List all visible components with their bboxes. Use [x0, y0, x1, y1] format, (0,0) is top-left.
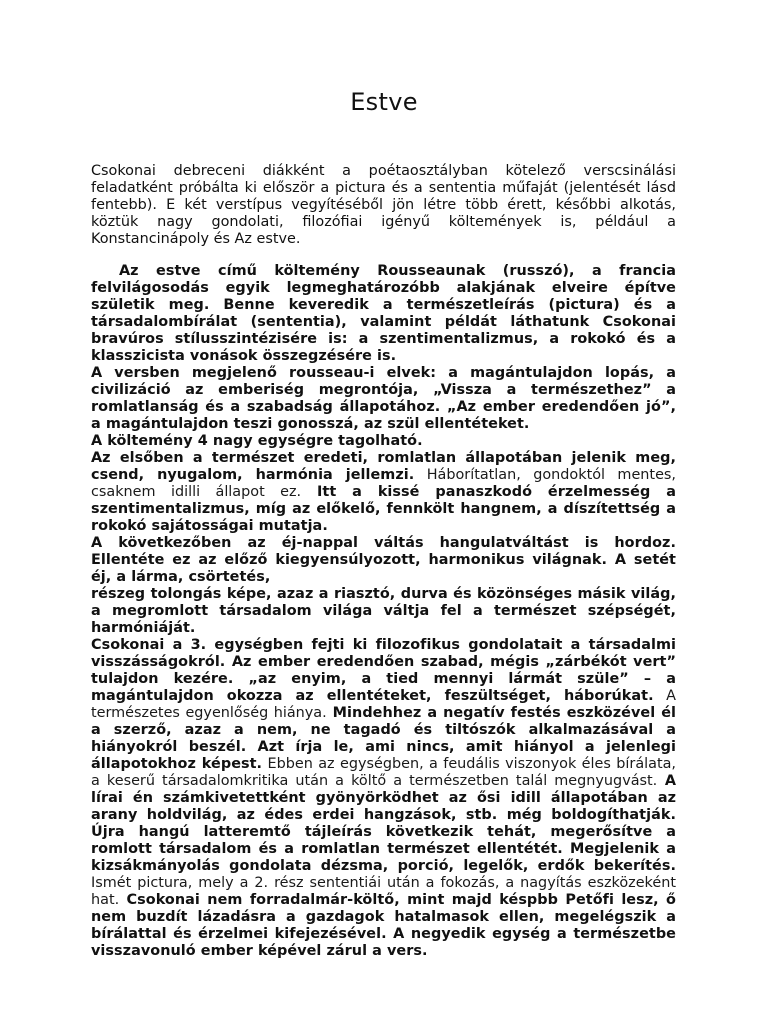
- paragraph-second-unit-cont: részeg tolongás képe, azaz a riasztó, durva és közönséges másik világ, a megromlott társadalom világa váltja fel a természet szépségét, harmóniáját.: [91, 586, 676, 636]
- paragraph-intro: Csokonai debreceni diákként a poétaosztályban kötelező verscsinálási feladatként próbálta ki először a pictura és a sententia műfaját (jelentését lásd fentebb). E két verstípus vegyítéséből jön létre több érett, későbbi alkotás, köztük nagy gondolati, filozófiai igényű költemények is, például a Konstancinápoly és Az estve.: [91, 163, 676, 247]
- third-unit-text-g: Csokonai nem forradalmár-költő, mint majd késpbb Petőfi lesz, ő nem buzdít lázadásra a gazdagok hatalmasok ellen, megelégszik a bírálattal és érzelmei kifejezésével. A negyedik egység a természetbe visszavonuló ember képével zárul a vers.: [91, 892, 676, 959]
- first-unit-text-a: Az elsőben a természet eredeti, romlatlan állapotában jelenik meg, csend, nyugalom, harmónia jellemzi.: [91, 450, 676, 483]
- first-unit-text-b: Háborítatlan, gondoktól mentes, csaknem idilli állapot ez.: [91, 467, 676, 500]
- third-unit-text-f: Ismét pictura, mely a 2. rész sententiái után a fokozás, a nagyítás eszközeként hat.: [91, 875, 676, 908]
- document-body: [91, 163, 676, 960]
- page-title: Estve: [350, 88, 418, 116]
- paragraph-first-unit: [91, 450, 676, 535]
- third-unit-text-e: A lírai én számkivetettként gyönyörködhet az ősi idill állapotában az arany holdvilág, az édes erdei hangzások, stb. még boldogíthatják. Újra hangú latteremtő tájleírás következik tehát, megerősítve a romlott társadalom és a romlatlan természet ellentétét. Megjelenik a kizsákmányolás gondolata dézsma, porció, legelők, erdők bekerítés.: [91, 773, 677, 874]
- third-unit-text-b: A természetes egyenlőség hiánya.: [91, 688, 676, 721]
- third-unit-text-a: Csokonai a 3. egységben fejti ki filozofikus gondolatait a társadalmi visszásságokról. Az ember eredendően szabad, mégis „zárbékót vert” tulajdon kezére. „az enyim, a tied mennyi lármát szüle” – a magántulajdon okozza az ellentéteket, feszültséget, háborúkat.: [91, 637, 676, 704]
- first-unit-text-c: Itt a kissé panaszkodó érzelmesség a szentimentalizmus, míg az előkelő, fennkölt hangnem, a díszítettség a rokokó sajátosságai mutatja.: [91, 484, 676, 534]
- paragraph-third-unit: [91, 637, 676, 960]
- paragraph-estve-intro: Az estve című költemény Rousseaunak (russzó), a francia felvilágosodás egyik legmeghatározóbb alakjának elveire építve születik meg. Benne keveredik a természetleírás (pictura) és a társadalombírálat (sententia), valamint példát láthatunk Csokonai bravúros stílusszintézisére is: a szentimentalizmus, a rokokó és a klasszicista vonások összegzésére is.: [91, 263, 676, 364]
- paragraph-rousseau-principles: A versben megjelenő rousseau-i elvek: a magántulajdon lopás, a civilizáció az emberiség megrontója, „Vissza a természethez” a romlatlanság és a szabadság állapotához. „Az ember eredendően jó”, a magántulajdon teszi gonosszá, az szül ellentéteket.: [91, 365, 676, 432]
- third-unit-text-c: Mindehhez a negatív festés eszközével él a szerző, azaz a nem, ne tagadó és tiltószók alkalmazásával a hiányokról beszél. Azt írja le, ami nincs, amit hiányol a jelenlegi állapotokhoz képest.: [91, 705, 676, 772]
- paragraph-second-unit: A következőben az éj-nappal váltás hangulatváltást is hordoz. Ellentéte ez az előző kiegyensúlyozott, harmonikus világnak. A setét éj, a lárma, csörtetés,: [91, 535, 676, 585]
- paragraph-structure: A költemény 4 nagy egységre tagolható.: [91, 433, 423, 449]
- third-unit-text-d: Ebben az egységben, a feudális viszonyok éles bírálata, a keserű társadalomkritika után a költő a természetben talál megnyugvást.: [91, 756, 676, 789]
